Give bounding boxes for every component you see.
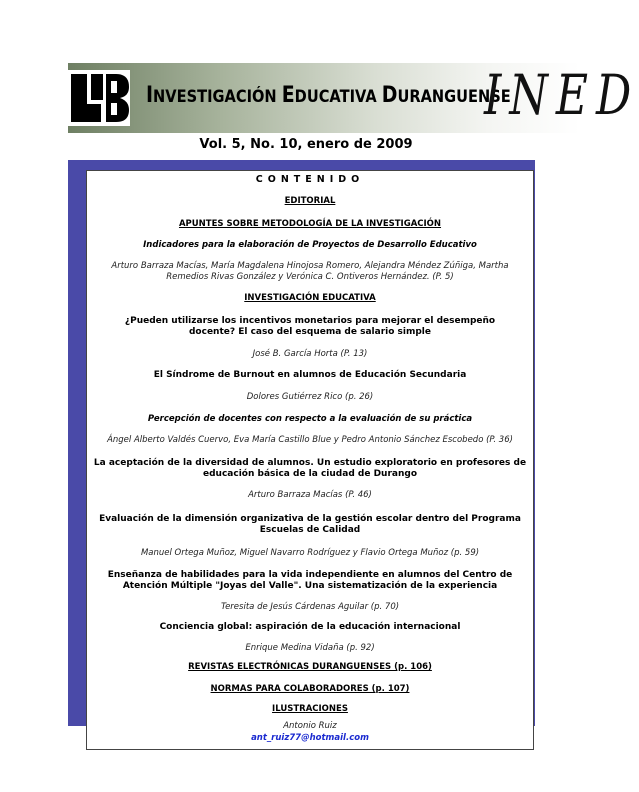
article-authors: Ángel Alberto Valdés Cuervo, Eva María Castillo Blue y Pedro Antonio Sánchez Escobedo (P. 36) xyxy=(107,435,513,445)
illustrator-email-link[interactable]: ant_ruiz77@hotmail.com xyxy=(251,733,369,743)
illustrations-heading: ILUSTRACIONES xyxy=(272,704,348,714)
article-title[interactable]: Escuelas de Calidad xyxy=(259,525,361,535)
editorial-link[interactable]: EDITORIAL xyxy=(284,196,336,206)
ujed-logo xyxy=(68,70,130,126)
title-initial-3: D xyxy=(381,83,398,108)
title-initial-1: I xyxy=(146,83,154,108)
article-title[interactable]: educación básica de la ciudad de Durango xyxy=(203,469,417,479)
article-title[interactable]: ¿Pueden utilizarse los incentivos monetarios para mejorar el desempeño xyxy=(124,316,496,326)
article-title[interactable]: La aceptación de la diversidad de alumnos. Un estudio exploratorio en profesores de xyxy=(93,458,527,468)
volume-info: Vol. 5, No. 10, enero de 2009 xyxy=(199,137,413,152)
article-title[interactable]: Indicadores para la elaboración de Proyectos de Desarrollo Educativo xyxy=(143,240,477,250)
title-rest-1: NVESTIGACIÓN xyxy=(153,87,282,107)
ined-logo-text: INED xyxy=(484,64,639,128)
section-methodology: APUNTES SOBRE METODOLOGÍA DE LA INVESTIGACIÓN xyxy=(178,219,442,229)
article-title[interactable]: Percepción de docentes con respecto a la evaluación de su práctica xyxy=(147,414,473,424)
article-title[interactable]: Atención Múltiple "Joyas del Valle". Una sistematización de la experiencia xyxy=(122,581,498,591)
normas-link[interactable]: NORMAS PARA COLABORADORES (p. 107) xyxy=(210,684,410,694)
contents-heading: CONTENIDO xyxy=(255,174,365,185)
article-title[interactable]: docente? El caso del esquema de salario simple xyxy=(188,327,431,337)
article-title[interactable]: El Síndrome de Burnout en alumnos de Educación Secundaria xyxy=(153,370,467,380)
article-title[interactable]: Conciencia global: aspiración de la educación internacional xyxy=(159,622,461,632)
article-authors: Dolores Gutiérrez Rico (p. 26) xyxy=(246,392,374,402)
article-authors: Manuel Ortega Muñoz, Miguel Navarro Rodríguez y Flavio Ortega Muñoz (p. 59) xyxy=(140,548,480,558)
title-initial-2: E xyxy=(281,83,295,108)
article-authors: Arturo Barraza Macías, María Magdalena Hinojosa Romero, Alejandra Méndez Zúñiga, Martha xyxy=(111,261,509,271)
journal-title xyxy=(146,83,511,108)
article-title[interactable]: Evaluación de la dimensión organizativa de la gestión escolar dentro del Programa xyxy=(99,514,521,524)
article-authors: Remedios Rivas González y Verónica C. Ontiveros Hernández. (P. 5) xyxy=(166,272,454,282)
article-authors: Enrique Medina Vidaña (p. 92) xyxy=(245,643,375,653)
article-authors: Arturo Barraza Macías (P. 46) xyxy=(248,490,372,500)
title-rest-2: DUCATIVA xyxy=(294,87,382,107)
title-rest-3: URANGUENSE xyxy=(397,87,511,107)
article-authors: José B. García Horta (P. 13) xyxy=(252,349,368,359)
article-authors: Teresita de Jesús Cárdenas Aguilar (p. 70) xyxy=(220,602,400,612)
revistas-link[interactable]: REVISTAS ELECTRÓNICAS DURANGUENSES (p. 106) xyxy=(188,662,432,672)
article-title[interactable]: Enseñanza de habilidades para la vida independiente en alumnos del Centro de xyxy=(107,570,513,580)
illustrator-name: Antonio Ruiz xyxy=(283,721,337,731)
section-research: INVESTIGACIÓN EDUCATIVA xyxy=(244,293,376,303)
